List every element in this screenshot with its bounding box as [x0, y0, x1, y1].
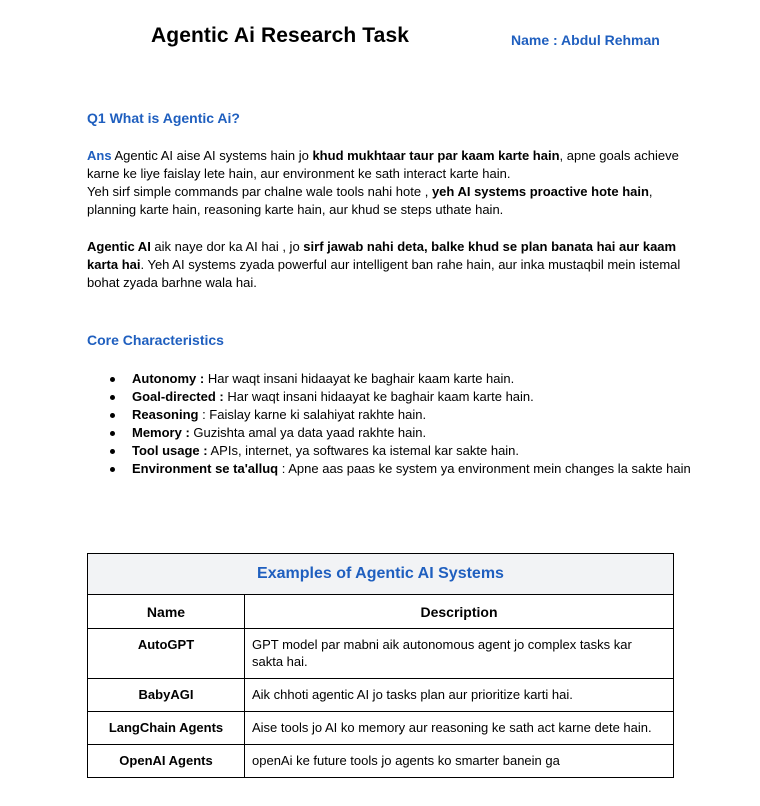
item-desc: Har waqt insani hidaayat ke baghair kaam karte hain. [223, 389, 534, 404]
bold-run: khud mukhtaar taur par kaam karte hain [312, 148, 560, 163]
item-term: Environment se ta'alluq [132, 461, 279, 476]
item-term: Reasoning [132, 407, 199, 422]
row-description: Aise tools jo AI ko memory aur reasoning ke sath act karne dete hain. [245, 712, 674, 745]
column-header-description: Description [245, 595, 674, 629]
item-term: Autonomy : [132, 371, 205, 386]
list-item [132, 442, 732, 460]
list-item [132, 388, 732, 406]
bold-run: sirf jawab nahi deta, balke khud se plan banata hai aur kaam karta hai [87, 239, 677, 272]
item-desc: : Faislay karne ki salahiyat rakhte hain. [198, 407, 427, 422]
row-name: AutoGPT [88, 629, 245, 679]
bold-run: Agentic AI [87, 239, 151, 254]
table-row [88, 679, 674, 712]
row-name: OpenAI Agents [88, 745, 245, 778]
table-row [88, 712, 674, 745]
table-row [88, 629, 674, 679]
item-term: Goal-directed : [132, 389, 224, 404]
list-item [132, 370, 732, 388]
list-item [132, 406, 732, 424]
row-description: Aik chhoti agentic AI jo tasks plan aur prioritize karti hai. [245, 679, 674, 712]
list-item [132, 460, 732, 478]
list-item [132, 424, 732, 442]
item-term: Memory : [132, 425, 190, 440]
text-run: . Yeh AI systems zyada powerful aur intelligent ban rahe hain, aur inka mustaqbil mein istemal bohat zyada barhne wala hai. [87, 257, 681, 290]
row-description: openAi ke future tools jo agents ko smarter banein ga [245, 745, 674, 778]
text-run: aik naye dor ka AI hai , jo [150, 239, 304, 254]
table-caption: Examples of Agentic AI Systems [88, 554, 674, 595]
item-desc: Guzishta amal ya data yaad rakhte hain. [189, 425, 427, 440]
row-name: BabyAGI [88, 679, 245, 712]
text-run: Agentic AI aise AI systems hain jo [111, 148, 313, 163]
item-term: Tool usage : [132, 443, 208, 458]
q1-heading: Q1 What is Agentic Ai? [87, 110, 240, 126]
item-desc: : Apne aas paas ke system ya environment mein changes la sakte hain [278, 461, 691, 476]
answer-paragraph-1 [87, 147, 687, 219]
text-run: , planning karte hain, reasoning karte hain, aur khud se steps uthate hain. [87, 184, 653, 217]
text-run: , apne goals achieve karne ke liye faislay lete hain, aur environment ke sath interact karte hain. [87, 148, 679, 181]
table-row [88, 745, 674, 778]
ans-label: Ans [87, 148, 112, 163]
column-header-name: Name [88, 595, 245, 629]
characteristics-list [87, 370, 732, 478]
row-description: GPT model par mabni aik autonomous agent jo complex tasks kar sakta hai. [245, 629, 674, 679]
item-desc: APIs, internet, ya softwares ka istemal kar sakte hain. [207, 443, 520, 458]
item-desc: Har waqt insani hidaayat ke baghair kaam karte hain. [204, 371, 515, 386]
answer-paragraph-2 [87, 238, 687, 292]
page-title: Agentic Ai Research Task [151, 24, 409, 47]
text-run: Yeh sirf simple commands par chalne wale tools nahi hote , [87, 184, 432, 199]
row-name: LangChain Agents [88, 712, 245, 745]
bold-run: yeh AI systems proactive hote hain [431, 184, 649, 199]
core-characteristics-heading: Core Characteristics [87, 332, 224, 348]
author-name: Name : Abdul Rehman [511, 32, 660, 48]
examples-table [87, 553, 674, 778]
